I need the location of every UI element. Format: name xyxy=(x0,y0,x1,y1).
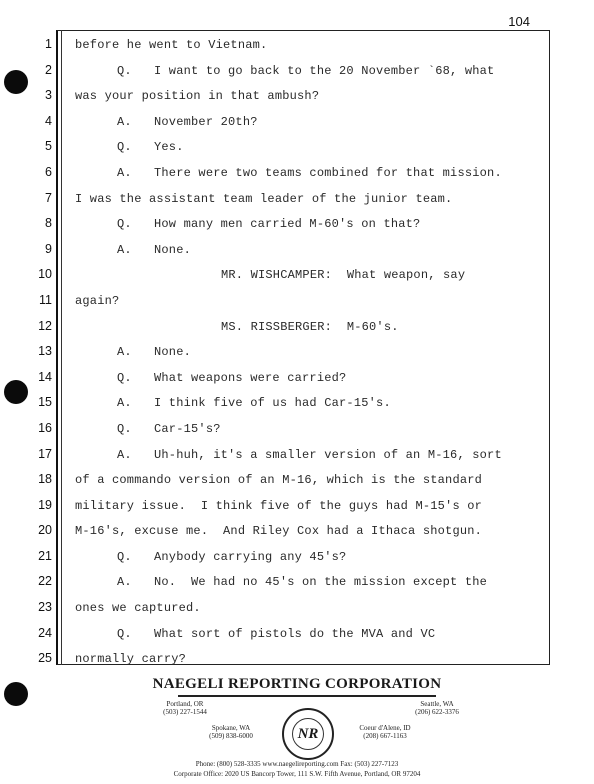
line-text: I was the assistant team leader of the junior team. xyxy=(75,191,453,206)
seal-monogram: NR xyxy=(292,718,324,750)
office-city: Spokane, WA xyxy=(211,724,251,732)
line-number: 25 xyxy=(38,651,52,666)
transcript-line xyxy=(0,85,594,111)
transcript-line xyxy=(0,392,594,418)
line-text: A. November 20th? xyxy=(117,114,258,129)
office-coeur xyxy=(348,724,422,740)
company-seal xyxy=(282,708,334,760)
transcript-line xyxy=(0,469,594,495)
office-phone: (208) 667-1163 xyxy=(363,732,407,740)
line-number: 11 xyxy=(39,292,52,307)
office-spokane xyxy=(196,724,266,740)
office-phone: (503) 227-1544 xyxy=(163,708,207,716)
office-seattle xyxy=(400,700,474,716)
line-number: 13 xyxy=(38,344,52,359)
office-phone: (509) 838-6000 xyxy=(209,732,253,740)
line-text: before he went to Vietnam. xyxy=(75,38,268,52)
company-underline xyxy=(178,695,436,697)
line-number: 15 xyxy=(38,395,52,410)
line-text: Q. Yes. xyxy=(117,140,184,155)
line-number: 12 xyxy=(38,318,52,333)
line-text: military issue. I think five of the guys had M-15's or xyxy=(75,498,483,513)
transcript-line xyxy=(0,188,594,214)
contact-line: Phone: (800) 528-3335 www.naegelireporting.com Fax: (503) 227-7123 xyxy=(195,760,399,768)
line-number: 19 xyxy=(38,497,52,512)
line-number: 8 xyxy=(45,216,52,231)
page-number: 104 xyxy=(508,14,530,29)
transcript-line xyxy=(0,136,594,162)
line-text: normally carry? xyxy=(75,652,187,667)
transcript-line xyxy=(0,60,594,86)
line-number: 18 xyxy=(38,472,52,487)
line-text: M-16's, excuse me. And Riley Cox had a Ithaca shotgun. xyxy=(75,524,483,539)
transcript-line xyxy=(0,239,594,265)
line-text: A. None. xyxy=(117,242,192,257)
transcript-line xyxy=(0,162,594,188)
line-text: of a commando version of an M-16, which is the standard xyxy=(75,473,483,488)
line-text: A. None. xyxy=(117,345,192,360)
transcript-line xyxy=(0,264,594,290)
transcript-line xyxy=(0,597,594,623)
line-number: 6 xyxy=(45,164,52,179)
corporate-office-line: Corporate Office: 2020 US Bancorp Tower, 111 S.W. Fifth Avenue, Portland, OR 97204 xyxy=(173,770,421,778)
line-number: 23 xyxy=(38,600,52,615)
line-number: 5 xyxy=(45,139,52,154)
line-text: Q. Anybody carrying any 45's? xyxy=(117,549,347,564)
line-text: Q. Car-15's? xyxy=(117,421,221,436)
line-number: 24 xyxy=(38,625,52,640)
line-number: 2 xyxy=(45,62,52,77)
line-text: ones we captured. xyxy=(75,601,201,616)
transcript-line xyxy=(0,520,594,546)
transcript-line xyxy=(0,34,594,60)
office-portland xyxy=(150,700,220,716)
transcript-line xyxy=(0,648,594,674)
transcript-line xyxy=(0,316,594,342)
line-number: 10 xyxy=(38,267,52,282)
line-number: 4 xyxy=(45,113,52,128)
line-text: A. There were two teams combined for that mission. xyxy=(117,165,502,180)
line-text: A. I think five of us had Car-15's. xyxy=(117,396,391,411)
transcript-lines xyxy=(0,34,594,674)
transcript-line xyxy=(0,341,594,367)
transcript-line xyxy=(0,111,594,137)
line-text: MR. WISHCAMPER: What weapon, say xyxy=(221,268,466,283)
transcript-line xyxy=(0,444,594,470)
transcript-line xyxy=(0,213,594,239)
line-text: MS. RISSBERGER: M-60's. xyxy=(221,319,399,334)
line-number: 16 xyxy=(38,420,52,435)
line-text: A. No. We had no 45's on the mission except the xyxy=(117,575,488,590)
line-number: 20 xyxy=(38,523,52,538)
line-number: 17 xyxy=(38,446,52,461)
line-number: 9 xyxy=(45,241,52,256)
office-city: Portland, OR xyxy=(166,700,204,708)
transcript-line xyxy=(0,495,594,521)
line-number: 3 xyxy=(45,88,52,103)
office-city: Coeur d'Alene, ID xyxy=(359,724,411,732)
line-text: Q. I want to go back to the 20 November `68, what xyxy=(117,63,495,78)
company-name: NAEGELI REPORTING CORPORATION xyxy=(152,676,442,692)
transcript-line xyxy=(0,367,594,393)
line-text: again? xyxy=(75,293,120,308)
line-text: Q. What sort of pistols do the MVA and VC xyxy=(117,626,436,641)
line-number: 1 xyxy=(45,37,52,51)
line-text: Q. What weapons were carried? xyxy=(117,370,347,385)
line-number: 7 xyxy=(45,190,52,205)
transcript-line xyxy=(0,418,594,444)
line-text: was your position in that ambush? xyxy=(75,89,320,104)
line-number: 22 xyxy=(38,574,52,589)
office-city: Seattle, WA xyxy=(420,700,454,708)
transcript-line xyxy=(0,571,594,597)
line-number: 21 xyxy=(38,548,52,563)
transcript-line xyxy=(0,546,594,572)
line-number: 14 xyxy=(38,369,52,384)
transcript-line xyxy=(0,290,594,316)
transcript-line xyxy=(0,623,594,649)
office-phone: (206) 622-3376 xyxy=(415,708,459,716)
line-text: A. Uh-huh, it's a smaller version of an M-16, sort xyxy=(117,447,502,462)
line-text: Q. How many men carried M-60's on that? xyxy=(117,217,421,232)
